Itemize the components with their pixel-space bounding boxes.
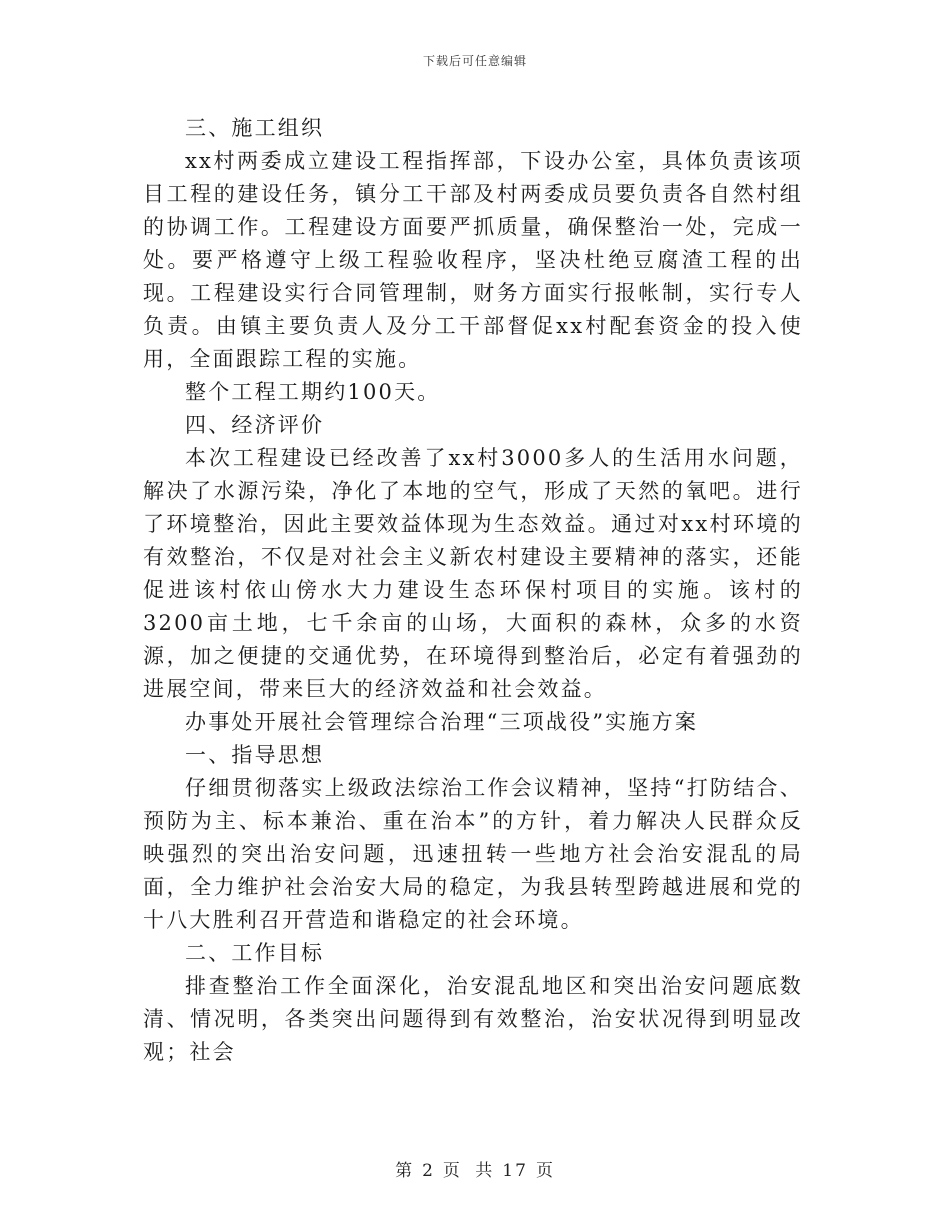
header-note: 下载后可任意编辑 [422, 54, 527, 68]
footer-total-pages: 17 [502, 1161, 528, 1181]
paragraph-construction-organization: xx村两委成立建设工程指挥部，下设办公室，具体负责该项目工程的建设任务，镇分工干部及村两委成员要负责各自然村组的协调工作。工程建设方面要严抓质量，确保整治一处，完成一处。要严格遵守上级工程验收程序，坚决杜绝豆腐渣工程的出现。工程建设实行合同管理制，财务方面实行报帐制，实行专人负责。由镇主要负责人及分工干部督促xx村配套资金的投入使用，全面跟踪工程的实施。 [143, 149, 803, 371]
document-body [143, 112, 803, 1069]
section-heading-guiding-ideology: 一、指导思想 [185, 743, 325, 767]
footer-middle: 页 共 [442, 1161, 495, 1181]
paragraph-economic-evaluation: 本次工程建设已经改善了xx村3000多人的生活用水问题，解决了水源污染，净化了本地的空气，形成了天然的氧吧。进行了环境整治，因此主要效益体现为生态效益。通过对xx村环境的有效整治，不仅是对社会主义新农村建设主要精神的落实，还能促进该村依山傍水大力建设生态环保村项目的实施。该村的3200亩土地，七千余亩的山场，大面积的森林，众多的水资源，加之便捷的交通优势，在环境得到整治后，必定有着强劲的进展空间，带来巨大的经济效益和社会效益。 [143, 446, 803, 701]
paragraph-project-duration: 整个工程工期约100天。 [185, 380, 441, 404]
paragraph-guiding-ideology: 仔细贯彻落实上级政法综治工作会议精神，坚持“打防结合、预防为主、标本兼治、重在治本”的方针，着力解决人民群众反映强烈的突出治安问题，迅速扭转一些地方社会治安混乱的局面，全力维护社会治安大局的稳定，为我县转型跨越进展和党的十八大胜利召开营造和谐稳定的社会环境。 [143, 776, 803, 932]
section-heading-construction-organization: 三、施工组织 [185, 116, 325, 140]
page-footer [0, 1156, 950, 1181]
paragraph-work-goals: 排查整治工作全面深化，治安混乱地区和突出治安问题底数清、情况明，各类突出问题得到有效整治，治安状况得到明显改观；社会 [143, 974, 803, 1064]
footer-prefix: 第 [395, 1161, 415, 1181]
section-heading-economic-evaluation: 四、经济评价 [185, 413, 325, 437]
document-title-implementation-plan: 办事处开展社会管理综合治理“三项战役”实施方案 [185, 710, 699, 734]
footer-current-page: 2 [422, 1161, 435, 1181]
section-heading-work-goals: 二、工作目标 [185, 941, 325, 965]
footer-suffix: 页 [535, 1161, 555, 1181]
